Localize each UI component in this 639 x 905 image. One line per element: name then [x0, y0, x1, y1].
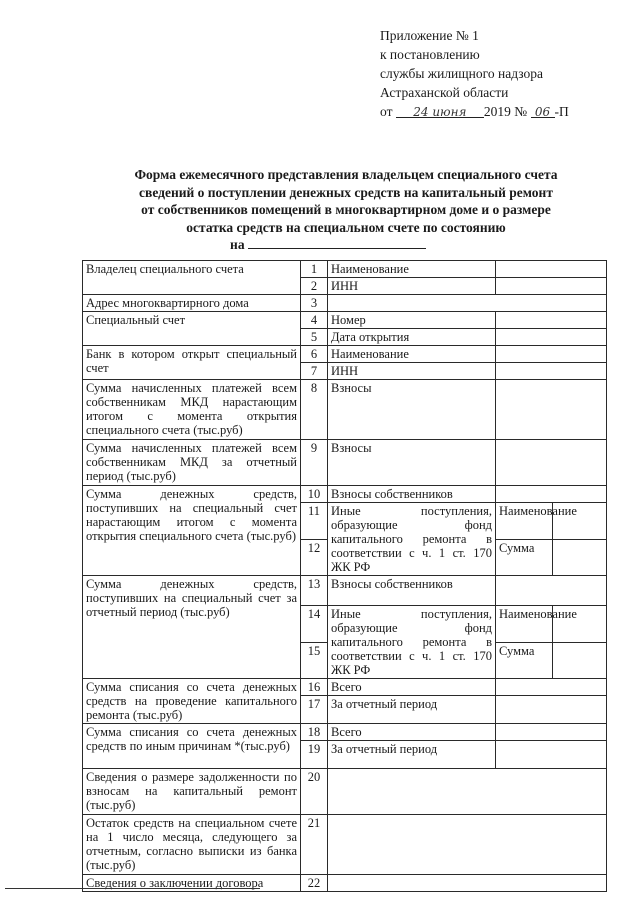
row-number: 21	[301, 815, 328, 875]
sub-label: Наименование	[496, 503, 553, 540]
row-number: 8	[301, 380, 328, 440]
row-number: 18	[301, 724, 328, 741]
title-line-3: от собственников помещений в многоквартирном доме и о размере	[141, 202, 551, 217]
section-label: Банк в котором открыт специальный счет	[83, 346, 301, 380]
row-number: 1	[301, 261, 328, 278]
table-row	[83, 312, 607, 329]
field-label: Взносы собственников	[328, 576, 496, 606]
row-number: 10	[301, 486, 328, 503]
table-row	[83, 724, 607, 741]
title-date-row	[60, 236, 596, 254]
row-number: 19	[301, 741, 328, 769]
value-cell[interactable]	[553, 539, 607, 576]
value-cell[interactable]	[328, 769, 607, 815]
appendix-line-4: Астраханской области	[380, 85, 509, 100]
section-label: Сумма начисленных платежей всем собственникам МКД за отчетный период (тыс.руб)	[83, 440, 301, 486]
table-row	[83, 679, 607, 696]
value-cell[interactable]	[496, 741, 607, 769]
table-row	[83, 576, 607, 606]
field-label: За отчетный период	[328, 696, 496, 724]
table-row	[83, 261, 607, 278]
section-label: Адрес многоквартирного дома	[83, 295, 301, 312]
appendix-line-2: к постановлению	[380, 47, 480, 62]
value-cell[interactable]	[496, 576, 607, 606]
section-label: Сумма списания со счета денежных средств на проведение капитального ремонта (тыс.руб)	[83, 679, 301, 724]
handwritten-date: 24 июня	[413, 105, 467, 119]
value-cell[interactable]	[496, 486, 607, 503]
field-label: Иные поступления, образующие фонд капитального ремонта в соответствии с ч. 1 ст. 170 ЖК РФ	[328, 606, 496, 679]
field-label: Иные поступления, образующие фонд капитального ремонта в соответствии с ч. 1 ст. 170 ЖК РФ	[328, 503, 496, 576]
field-label: Всего	[328, 679, 496, 696]
appendix-prefix: от	[380, 104, 393, 119]
section-label: Сведения о размере задолженности по взносам на капитальный ремонт (тыс.руб)	[83, 769, 301, 815]
table-row	[83, 769, 607, 815]
value-cell[interactable]	[328, 815, 607, 875]
value-cell[interactable]	[553, 642, 607, 679]
row-number: 4	[301, 312, 328, 329]
sub-label: Сумма	[496, 642, 553, 679]
value-cell[interactable]	[496, 380, 607, 440]
title-line-2: сведений о поступлении денежных средств на капитальный ремонт	[139, 184, 553, 200]
value-cell[interactable]	[496, 363, 607, 380]
row-number: 7	[301, 363, 328, 380]
row-number: 22	[301, 875, 328, 892]
value-cell[interactable]	[328, 295, 607, 312]
value-cell[interactable]	[328, 875, 607, 892]
row-number: 9	[301, 440, 328, 486]
field-label: Наименование	[328, 261, 496, 278]
value-cell[interactable]	[496, 261, 607, 278]
appendix-year: 2019 №	[483, 104, 528, 119]
value-cell[interactable]	[496, 346, 607, 363]
value-cell[interactable]	[496, 440, 607, 486]
row-number: 13	[301, 576, 328, 606]
value-cell[interactable]	[496, 724, 607, 741]
row-number: 12	[301, 539, 328, 576]
row-number: 6	[301, 346, 328, 363]
appendix-line-3: службы жилищного надзора	[380, 66, 543, 81]
report-form-table	[82, 260, 607, 892]
row-number: 20	[301, 769, 328, 815]
table-row	[83, 486, 607, 503]
table-row	[83, 295, 607, 312]
row-number: 17	[301, 696, 328, 724]
table-row	[83, 346, 607, 363]
value-cell[interactable]	[496, 679, 607, 696]
value-cell[interactable]	[496, 696, 607, 724]
field-label: Дата открытия	[328, 329, 496, 346]
section-label: Специальный счет	[83, 312, 301, 346]
section-label: Сумма денежных средств, поступивших на специальный счет за отчетный период (тыс.руб)	[83, 576, 301, 679]
report-date-blank	[248, 236, 426, 249]
section-label: Сумма списания со счета денежных средств по иным причинам *(тыс.руб)	[83, 724, 301, 769]
title-line-4: остатка средств на специальном счете по состоянию	[186, 219, 506, 235]
value-cell[interactable]	[496, 329, 607, 346]
sub-label: Сумма	[496, 539, 553, 576]
table-row	[83, 440, 607, 486]
row-number: 15	[301, 642, 328, 679]
form-title	[96, 166, 596, 254]
field-label: Взносы	[328, 440, 496, 486]
field-label: Взносы собственников	[328, 486, 496, 503]
field-label: ИНН	[328, 363, 496, 380]
section-label: Сумма начисленных платежей всем собственникам МКД нарастающим итогом с момента открытия специального счета (тыс.руб)	[83, 380, 301, 440]
row-number: 2	[301, 278, 328, 295]
row-number: 14	[301, 606, 328, 643]
title-line-1: Форма ежемесячного представления владельцем специального счета	[134, 167, 558, 182]
number-field	[531, 102, 555, 118]
field-label: ИНН	[328, 278, 496, 295]
field-label: За отчетный период	[328, 741, 496, 769]
field-label: Взносы	[328, 380, 496, 440]
table-row	[83, 380, 607, 440]
field-label: Наименование	[328, 346, 496, 363]
handwritten-number: 06	[534, 105, 551, 119]
row-number: 11	[301, 503, 328, 540]
title-on: на	[230, 237, 245, 252]
section-label: Владелец специального счета	[83, 261, 301, 295]
section-label: Сведения о заключении договора	[83, 875, 301, 892]
field-label: Номер	[328, 312, 496, 329]
row-number: 3	[301, 295, 328, 312]
date-field	[396, 102, 484, 118]
value-cell[interactable]	[496, 312, 607, 329]
table-row	[83, 815, 607, 875]
appendix-line-1: Приложение № 1	[380, 28, 479, 43]
sub-label: Наименование	[496, 606, 553, 643]
value-cell[interactable]	[496, 278, 607, 295]
section-label: Сумма денежных средств, поступивших на специальный счет нарастающим итогом с момента открытия специального счета (тыс.руб)	[83, 486, 301, 576]
appendix-block	[380, 26, 620, 121]
row-number: 16	[301, 679, 328, 696]
field-label: Всего	[328, 724, 496, 741]
row-number: 5	[301, 329, 328, 346]
section-label: Остаток средств на специальном счете на 1 число месяца, следующего за отчетным, согласно выписки из банка (тыс.руб)	[83, 815, 301, 875]
footnote-separator	[5, 888, 260, 889]
appendix-date-line	[380, 102, 620, 121]
appendix-suffix: -П	[554, 104, 569, 119]
